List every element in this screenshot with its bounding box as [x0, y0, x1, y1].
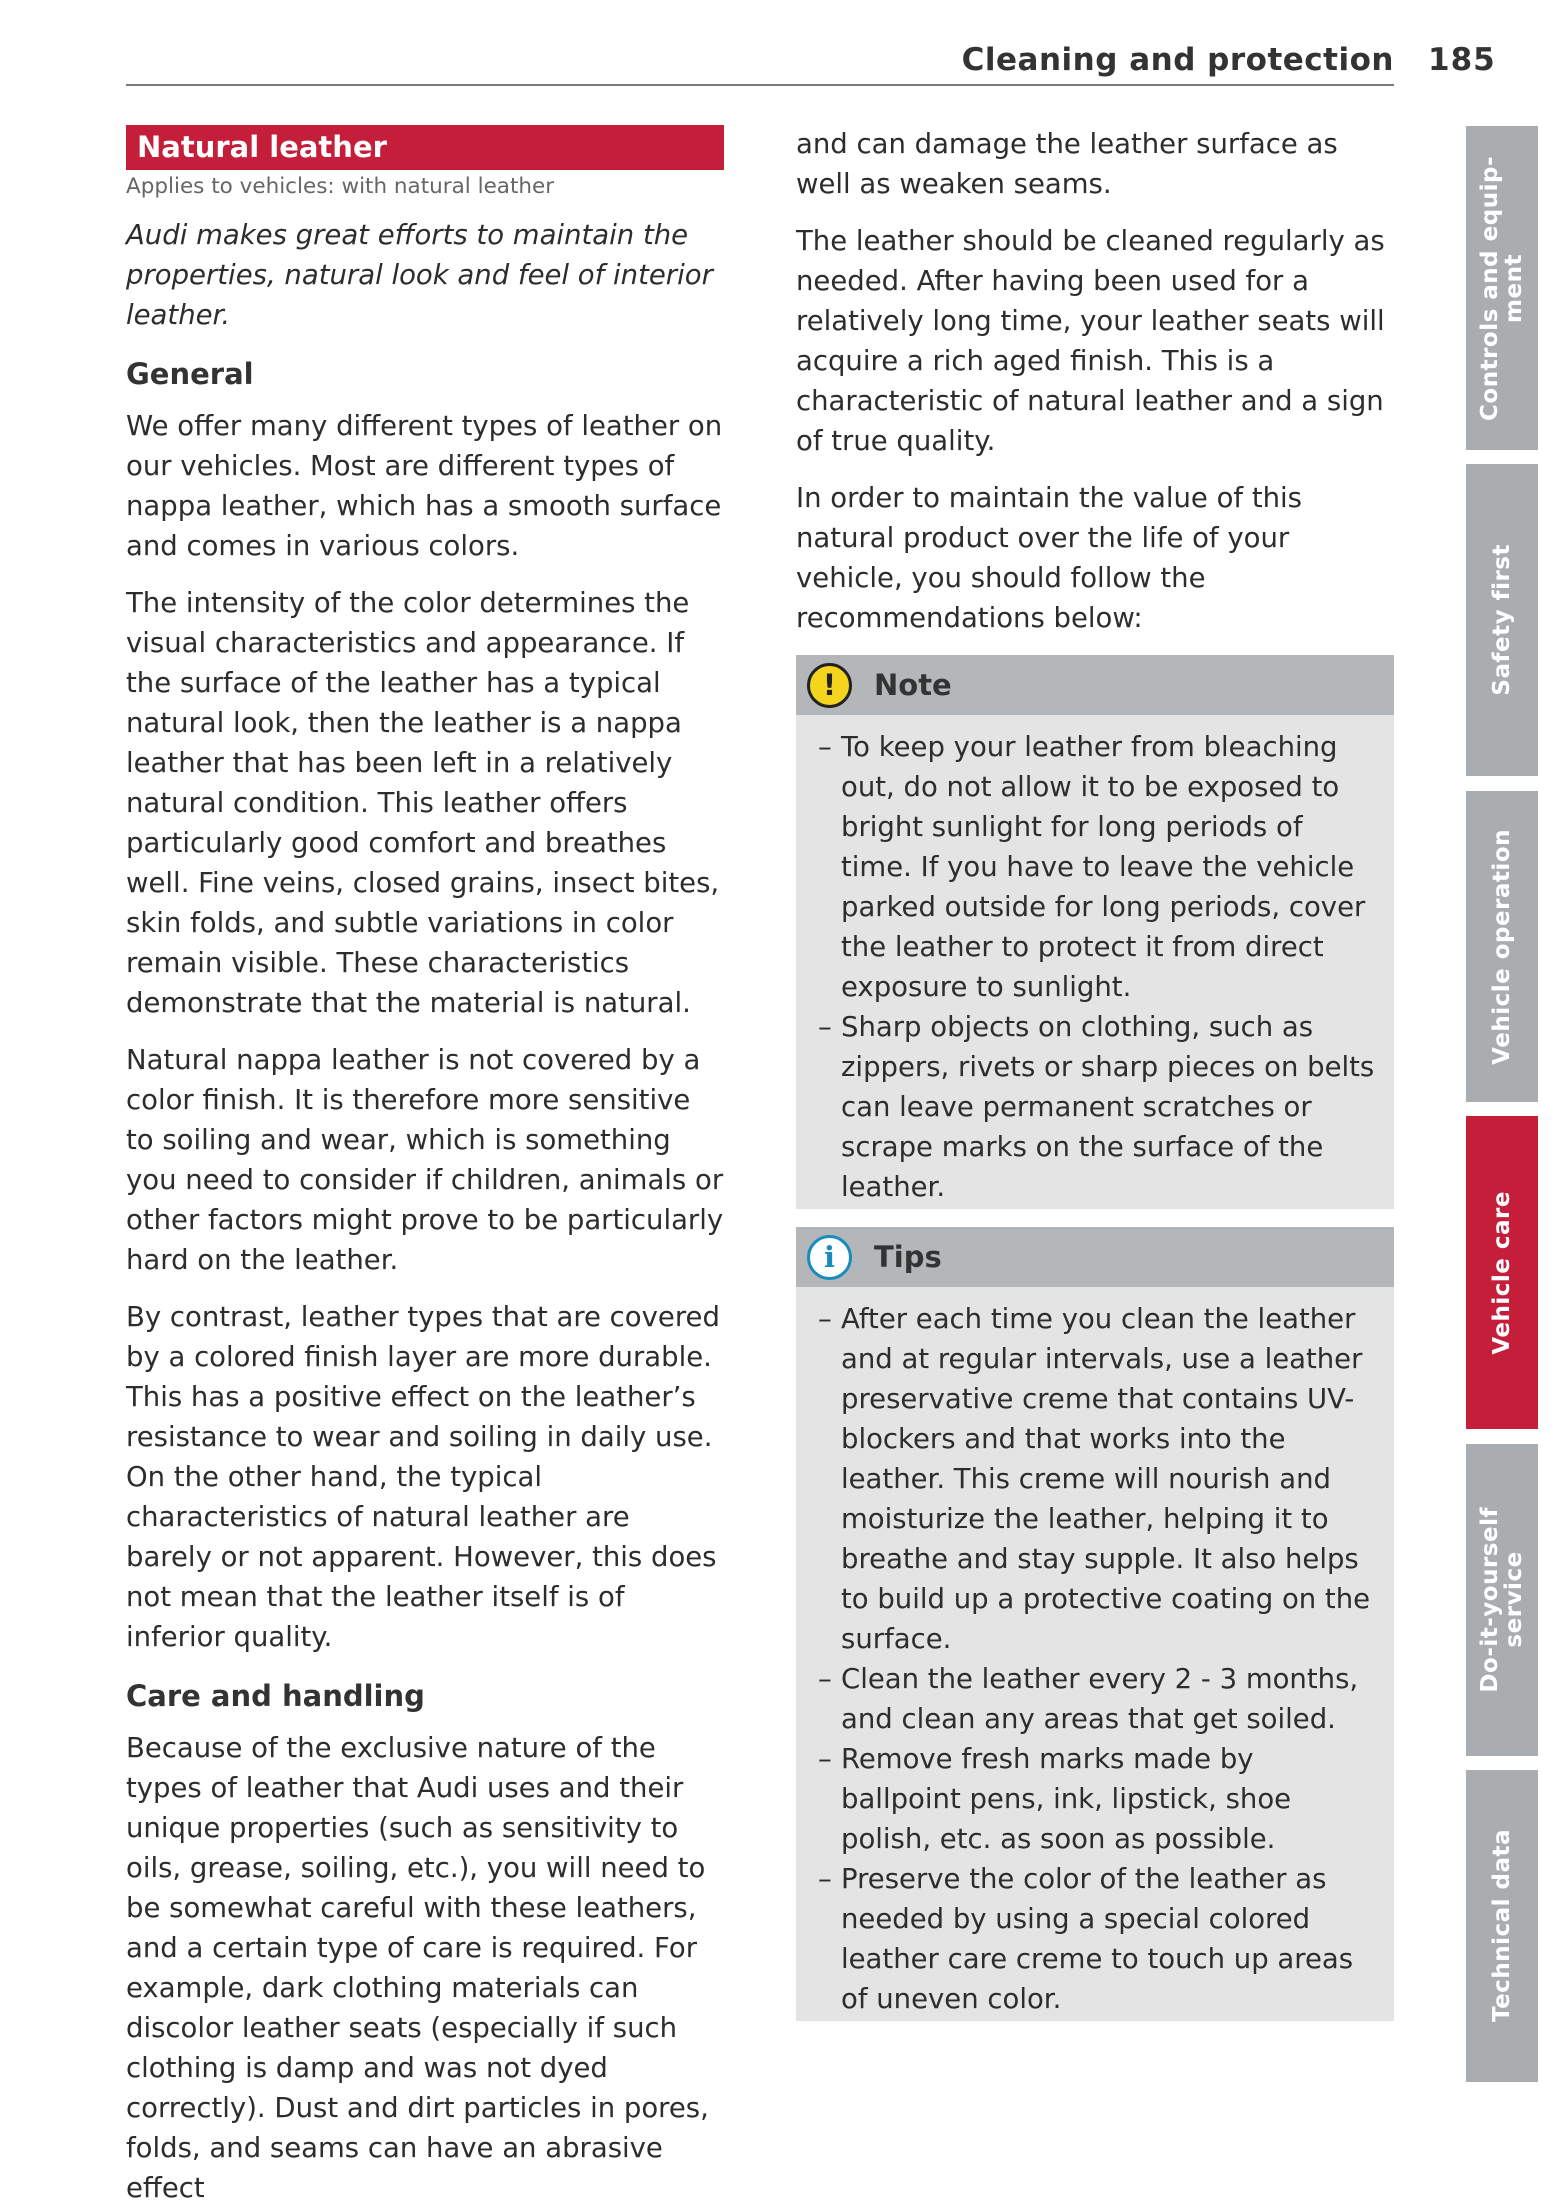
note-item: – To keep your leather from bleaching out, do not allow it to be exposed to bright sunlight for long periods of time. If you have to leave the vehicle parked outside for long periods, cover the leather to protect it from direct exposure to sunlight.	[818, 727, 1376, 1007]
tips-list	[796, 1287, 1394, 2021]
info-icon: i	[807, 1235, 852, 1280]
tab-controls-and-equipment[interactable]	[1466, 126, 1538, 450]
tab-technical-data[interactable]	[1466, 1770, 1538, 2082]
tab-safety-first[interactable]	[1466, 464, 1538, 776]
tips-box	[796, 1227, 1394, 2021]
tab-label: Technical data	[1489, 1829, 1515, 2023]
intro-paragraph: Audi makes great efforts to maintain the properties, natural look and feel of interior leather.	[126, 219, 713, 331]
general-paragraph-4: By contrast, leather types that are covered by a colored finish layer are more durable. This has a positive effect on the leather’s resistance to wear and soiling in daily use. On the other hand, the typical characteristics of natural leather are barely or not apparent. However, this does not mean that the leather itself is of inferior quality.	[126, 1301, 720, 1653]
page-number: 185	[1428, 42, 1496, 78]
applies-to-note: Applies to vehicles: with natural leather	[126, 174, 555, 199]
tips-item: – Preserve the color of the leather as needed by using a special colored leather care creme to touch up areas of uneven color.	[818, 1859, 1376, 2019]
tips-item: – Clean the leather every 2 - 3 months, and clean any areas that get soiled.	[818, 1659, 1376, 1739]
continued-paragraph: and can damage the leather surface as well as weaken seams.	[796, 128, 1338, 200]
left-column	[126, 125, 724, 2208]
recommendations-paragraph: In order to maintain the value of this natural product over the life of your vehicle, you should follow the recommendations below:	[796, 482, 1303, 634]
general-paragraph-1: We offer many different types of leather on our vehicles. Most are different types of nappa leather, which has a smooth surface and comes in various colors.	[126, 410, 723, 562]
warning-icon: !	[807, 663, 852, 708]
note-list	[796, 715, 1394, 1209]
tab-label: Safety first	[1489, 544, 1515, 696]
right-column	[796, 124, 1394, 2021]
tips-item: – After each time you clean the leather and at regular intervals, use a leather preservative creme that contains UV-blockers and that works into the leather. This creme will nourish and moisturize the leather, helping it to breathe and stay supple. It also helps to build up a protective coating on the surface.	[818, 1299, 1376, 1659]
running-head	[126, 38, 1394, 86]
general-heading: General	[126, 357, 254, 391]
note-box	[796, 655, 1394, 1209]
tips-header	[796, 1227, 1394, 1287]
tab-label: Vehicle operation	[1489, 828, 1515, 1065]
tab-vehicle-operation[interactable]	[1466, 791, 1538, 1102]
care-paragraph: Because of the exclusive nature of the types of leather that Audi uses and their unique properties (such as sensitivity to oils, grease, soiling, etc.), you will need to be somewhat careful with these leathers, and a certain type of care is required. For example, dark clothing materials can discolor leather seats (especially if such clothing is damp and was not dyed correctly). Dust and dirt particles in pores, folds, and seams can have an abrasive effect	[126, 1732, 709, 2204]
section-heading-bar: Natural leather	[126, 125, 724, 170]
general-paragraph-3: Natural nappa leather is not covered by a color finish. It is therefore more sensitive to soiling and wear, which is something you need to consider if children, animals or other factors might prove to be particularly hard on the leather.	[126, 1044, 724, 1276]
tips-item: – Remove fresh marks made by ballpoint pens, ink, lipstick, shoe polish, etc. as soon as possible.	[818, 1739, 1376, 1859]
tab-do-it-yourself-service[interactable]	[1466, 1444, 1538, 1756]
tab-label: Vehicle care	[1489, 1190, 1515, 1355]
care-heading: Care and handling	[126, 1679, 425, 1713]
note-header	[796, 655, 1394, 715]
tab-vehicle-care[interactable]	[1466, 1116, 1538, 1429]
tips-label: Tips	[874, 1240, 942, 1274]
general-paragraph-2: The intensity of the color determines the visual characteristics and appearance. If the surface of the leather has a typical natural look, then the leather is a nappa leather that has been left in a relatively natural condition. This leather offers particularly good comfort and breathes well. Fine veins, closed grains, insect bites, skin folds, and subtle variations in color remain visible. These characteristics demonstrate that the material is natural.	[126, 587, 720, 1019]
cleaning-paragraph: The leather should be cleaned regularly as needed. After having been used for a relatively long time, your leather seats will acquire a rich aged finish. This is a characteristic of natural leather and a sign of true quality.	[796, 225, 1385, 457]
tab-label: Do-it-yourself service	[1477, 1507, 1527, 1693]
section-title: Cleaning and protection	[961, 42, 1394, 78]
tab-label: Controls and equip- ment	[1477, 155, 1527, 421]
note-label: Note	[874, 668, 952, 702]
note-item: – Sharp objects on clothing, such as zippers, rivets or sharp pieces on belts can leave permanent scratches or scrape marks on the surface of the leather.	[818, 1007, 1376, 1207]
